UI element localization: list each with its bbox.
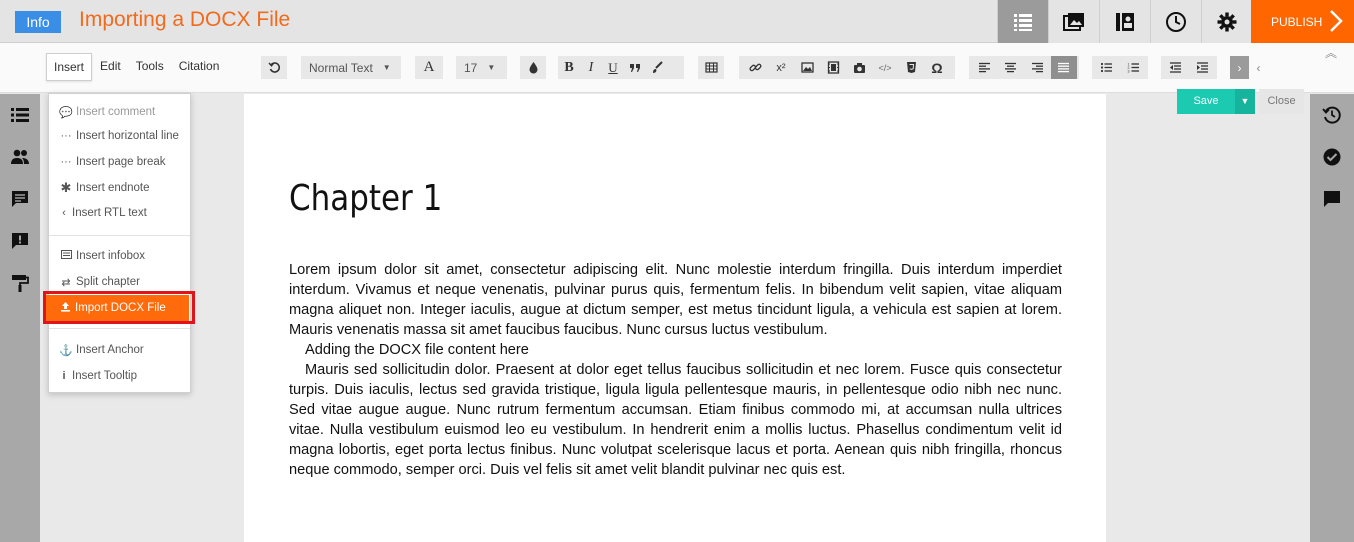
chapter-title[interactable]: Chapter 1: [289, 178, 443, 219]
menu-item-insert-horizontal-line[interactable]: [59, 126, 179, 146]
right-sidebar: [1310, 94, 1354, 542]
tab-insert[interactable]: Insert: [46, 53, 92, 81]
table-icon: [705, 61, 718, 74]
list-icon: [10, 105, 30, 125]
bullet-list-button[interactable]: [1093, 56, 1120, 79]
image-icon: [801, 61, 814, 74]
document-page[interactable]: [244, 94, 1106, 542]
ellipsis-icon: ···: [60, 130, 72, 142]
alert-comment-icon: [10, 231, 30, 251]
link-button[interactable]: [742, 56, 768, 79]
undo-button[interactable]: [261, 56, 287, 79]
align-justify-button[interactable]: [1051, 56, 1078, 79]
sidebar-item-feedback[interactable]: [0, 220, 40, 262]
menu-item-insert-endnote[interactable]: [59, 178, 150, 198]
tab-tools[interactable]: Tools: [135, 59, 164, 73]
paragraph[interactable]: Adding the DOCX file content here: [305, 342, 529, 358]
menu-item-insert-anchor[interactable]: [59, 340, 144, 360]
html5-icon: [905, 61, 918, 74]
asterisk-icon: ✱: [60, 180, 72, 195]
infobox-icon: [59, 250, 73, 262]
menu-item-insert-tooltip[interactable]: [59, 366, 137, 386]
menu-item-insert-page-break[interactable]: [59, 152, 166, 172]
settings-gear-icon: [1216, 11, 1238, 33]
paragraph[interactable]: Mauris sed sollicitudin dolor. Praesent at dolor eget tellus faucibus sollicitudin et nec lorem. Fusce quis consectetur turpis. Duis iaculis, lectus sed gravida tristique, ligula ligula pellentesque mauris, in pellentesque odio nibh nec nunc. Sed vitae augue augue. Nunc rutrum fermentum accumsan. Etiam finibus commodo mi, at accumsan nulla ultrices vitae. Nulla vestibulum euismod leo eu vestibulum. In hendrerit enim a mollis luctus. Phasellus condimentum velit id magna lobortis, eget porta lectus finibus. Nunc volutpat scelerisque lacus et porta. Aenean quis nibh fringilla, rhoncus neque commodo, semper orci. Duis vel felis sit amet velit blandit pulvinar nec quis est.: [289, 362, 1062, 478]
table-button[interactable]: [698, 56, 724, 79]
comment-icon: [10, 189, 30, 209]
special-char-button[interactable]: Ω: [931, 59, 943, 76]
menu-item-label: Insert Anchor: [76, 344, 144, 356]
ink-drop-icon: [527, 61, 540, 74]
info-badge[interactable]: Info: [15, 11, 61, 33]
list-group: [1092, 56, 1148, 79]
comment-icon: 💬: [59, 106, 73, 119]
chat-icon: [1322, 189, 1342, 209]
undo-icon: [268, 61, 281, 74]
html5-button[interactable]: [898, 56, 924, 79]
sidebar-item-approvals[interactable]: [1310, 136, 1354, 178]
top-bar: [0, 0, 1354, 43]
sidebar-item-chat[interactable]: [1310, 178, 1354, 220]
code-button[interactable]: [872, 56, 898, 79]
toc-button[interactable]: [997, 0, 1048, 43]
menu-item-label: Insert endnote: [76, 182, 150, 194]
paintbrush-icon: [651, 61, 664, 74]
menu-item-label: Split chapter: [76, 276, 140, 288]
outdent-button[interactable]: [1162, 56, 1189, 79]
sidebar-item-toc[interactable]: [0, 94, 40, 136]
top-icon-group: [997, 0, 1252, 43]
align-center-icon: [1004, 61, 1017, 74]
code-icon: </>: [878, 62, 892, 73]
align-justify-icon: [1057, 61, 1070, 74]
indent-button[interactable]: [1189, 56, 1216, 79]
font-a-icon: A: [423, 59, 435, 75]
collapse-toolbar-button[interactable]: [1320, 44, 1342, 64]
paragraph-style-select[interactable]: [301, 56, 401, 79]
indent-group: [1161, 56, 1217, 79]
align-right-icon: [1031, 61, 1044, 74]
insert-menu-dropdown: [48, 93, 191, 393]
toolbar-scroll-left-button[interactable]: [1249, 56, 1268, 79]
ellipsis-icon: ···: [60, 156, 72, 168]
menu-item-label: Insert horizontal line: [76, 130, 179, 142]
history-clock-icon: [1165, 11, 1187, 33]
outdent-icon: [1169, 61, 1182, 74]
numbered-list-button[interactable]: [1120, 56, 1147, 79]
save-options-dropdown[interactable]: [1235, 89, 1255, 114]
library-button[interactable]: [1099, 0, 1150, 43]
sidebar-item-styles[interactable]: [0, 262, 40, 304]
camera-button[interactable]: [846, 56, 872, 79]
align-left-button[interactable]: [971, 56, 998, 79]
quote-button[interactable]: [624, 56, 646, 79]
film-icon: [827, 61, 840, 74]
paragraph-style-value: Normal Text: [309, 60, 373, 75]
camera-icon: [853, 61, 866, 74]
format-group: [558, 56, 684, 79]
settings-button[interactable]: [1201, 0, 1252, 43]
double-chevron-up-icon: ︽: [1324, 46, 1337, 60]
chevron-right-icon: ›: [1237, 60, 1242, 75]
image-button[interactable]: [794, 56, 820, 79]
chevron-left-icon: ‹: [62, 207, 66, 219]
video-button[interactable]: [820, 56, 846, 79]
menu-item-insert-infobox[interactable]: [59, 246, 145, 266]
menu-item-split-chapter[interactable]: [59, 272, 140, 292]
caret-down-icon: ▼: [1240, 96, 1250, 106]
check-circle-icon: [1322, 147, 1342, 167]
users-icon: [10, 147, 30, 167]
sidebar-item-comments[interactable]: [0, 178, 40, 220]
menu-item-label: Insert infobox: [76, 250, 146, 262]
sidebar-item-revisions[interactable]: [1310, 94, 1354, 136]
close-button[interactable]: Close: [1259, 89, 1304, 114]
images-icon: [1063, 11, 1085, 33]
info-icon: i: [62, 370, 66, 382]
menu-tabs: [46, 53, 227, 81]
library-icon: [1114, 11, 1136, 33]
menu-item-label: Import DOCX File: [75, 302, 166, 314]
align-center-button[interactable]: [998, 56, 1025, 79]
exchange-arrows-icon: ⇄: [61, 276, 71, 289]
history-button[interactable]: [1150, 0, 1201, 43]
bullet-list-icon: [1100, 61, 1113, 74]
text-color-group: [520, 56, 546, 79]
text-color-button[interactable]: [520, 56, 546, 79]
numbered-list-icon: [1127, 61, 1140, 74]
menu-divider: [49, 235, 190, 236]
toolbar-scroll-right-button[interactable]: [1230, 56, 1249, 79]
menu-item-label: Insert comment: [76, 106, 156, 118]
chevron-left-icon: ‹: [1256, 60, 1261, 75]
menu-divider: [49, 328, 190, 329]
clear-format-button[interactable]: [646, 56, 668, 79]
menu-item-insert-comment[interactable]: [59, 102, 155, 122]
underline-button[interactable]: U: [608, 59, 618, 75]
font-size-select[interactable]: [456, 56, 507, 79]
page-title: Importing a DOCX File: [79, 8, 291, 31]
svg-text:2: 2: [1127, 65, 1130, 70]
toc-icon: [1012, 11, 1034, 33]
toolbar-scroll-group: [1230, 56, 1270, 79]
tab-edit[interactable]: Edit: [100, 59, 121, 73]
link-icon: [749, 61, 762, 74]
left-sidebar: [0, 94, 40, 542]
undo-group: [261, 56, 287, 79]
align-left-icon: [978, 61, 991, 74]
caret-down-icon: ▼: [382, 63, 391, 72]
font-size-value: 17: [464, 60, 478, 75]
sidebar-item-collaborators[interactable]: [0, 136, 40, 178]
publish-button[interactable]: [1251, 0, 1354, 43]
menu-item-insert-rtl-text[interactable]: [59, 203, 147, 223]
font-family-button[interactable]: [415, 56, 443, 79]
alignment-group: [969, 56, 1079, 79]
publish-label: PUBLISH: [1271, 14, 1323, 29]
align-right-button[interactable]: [1024, 56, 1051, 79]
bold-button[interactable]: B: [564, 59, 574, 75]
table-group: [698, 56, 724, 79]
italic-button[interactable]: I: [588, 59, 594, 75]
editor-toolbar: [0, 43, 1354, 93]
svg-text:3: 3: [1127, 69, 1130, 74]
menu-item-label: Insert page break: [76, 156, 166, 168]
chevron-right-icon: [1328, 9, 1344, 33]
font-family-group: [415, 56, 443, 79]
highlight-box: [43, 291, 195, 324]
paint-roller-icon: [10, 273, 30, 293]
document-body[interactable]: [289, 260, 1062, 480]
svg-text:1: 1: [1127, 62, 1130, 67]
insert-media-group: [739, 56, 955, 79]
quote-icon: [629, 61, 642, 74]
caret-down-icon: ▼: [487, 63, 496, 72]
images-button[interactable]: [1048, 0, 1099, 43]
menu-item-label: Insert RTL text: [72, 207, 147, 219]
indent-icon: [1196, 61, 1209, 74]
save-button[interactable]: Save: [1177, 89, 1235, 114]
menu-item-label: Insert Tooltip: [72, 370, 137, 382]
paragraph[interactable]: Lorem ipsum dolor sit amet, consectetur adipiscing elit. Nunc molestie interdum fringilla. Duis interdum imperdiet interdum. Vivamus et neque venenatis, pulvinar purus quis, fermentum felis. In bibendum velit sapien, vitae aliquam magna aliquet non. Integer iaculis, augue at dictum semper, est metus tincidunt ligula, a vehicula est sapien at lorem. Mauris venenatis massa sit amet faucibus faucibus. Nunc cursus luctus vestibulum.: [289, 262, 1062, 338]
anchor-icon: ⚓: [59, 344, 73, 357]
tab-citation[interactable]: Citation: [178, 59, 220, 73]
superscript-button[interactable]: x²: [776, 61, 786, 74]
history-icon: [1322, 105, 1342, 125]
